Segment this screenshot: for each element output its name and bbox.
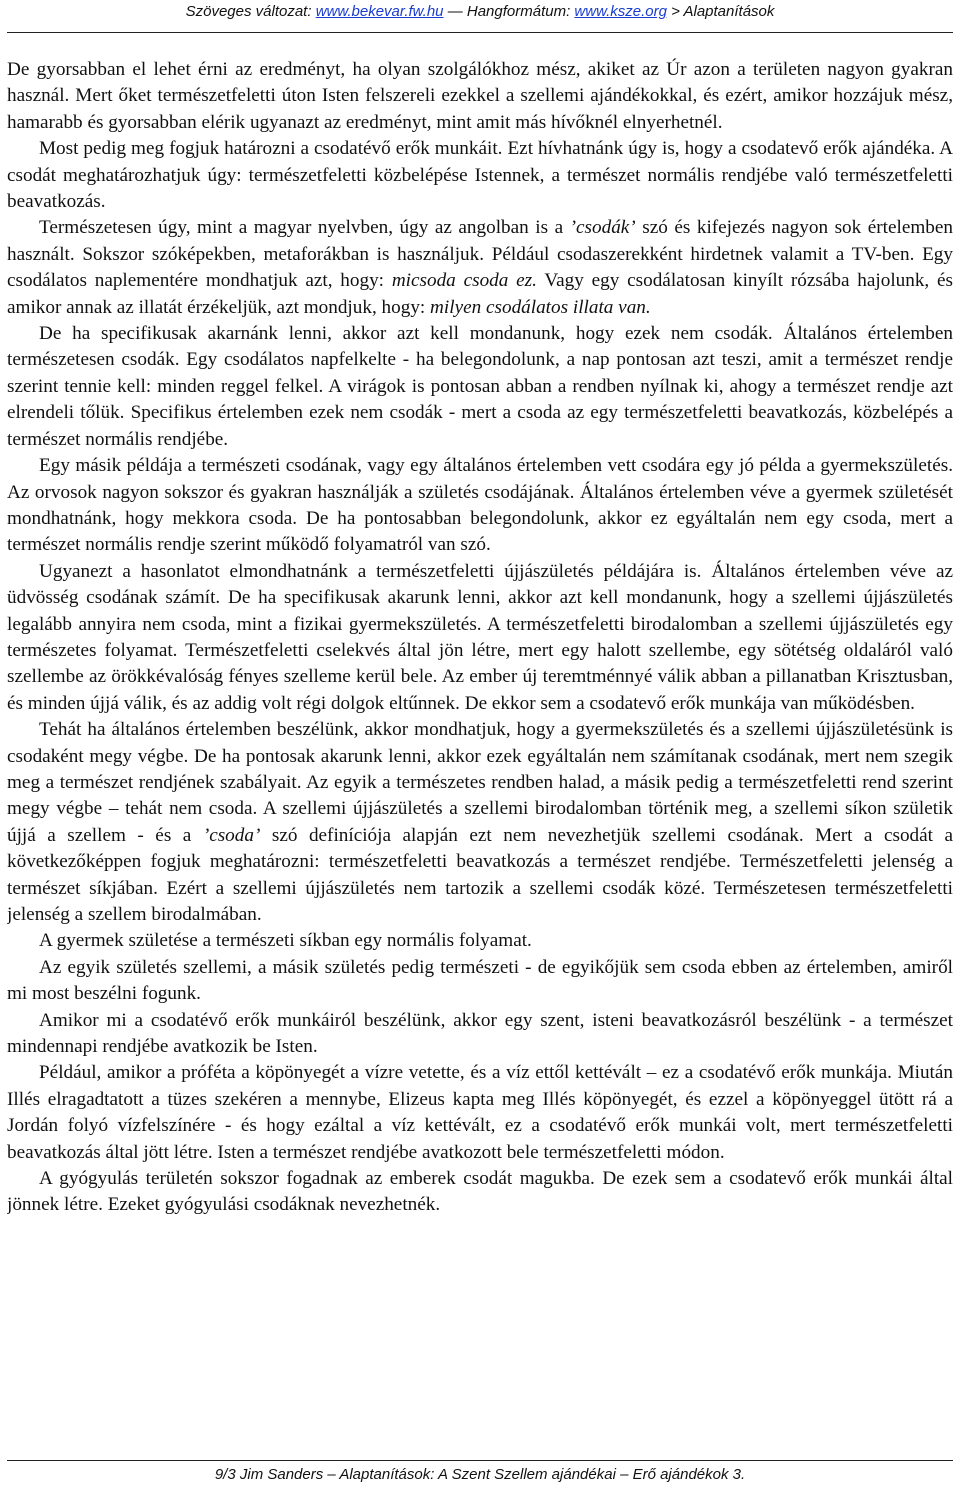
header-link-ksze[interactable]: www.ksze.org bbox=[574, 3, 667, 20]
header-link-bekevar[interactable]: www.bekevar.fw.hu bbox=[315, 3, 444, 20]
paragraph-text: szó definíciója alapján ezt nem nevezhetjük szellemi csodának. Mert a csodát a következőképpen fogjuk meghatározni: természetfeletti beavatkozás a természet rendjébe. Természetfeletti jelenség a természet síkjában. Ezért a szellemi újjászületés nem tartozik a szellemi csodák közé. Természetesen természetfeletti jelenség a szellem birodalmában. bbox=[7, 824, 953, 925]
italic-term: ’csodák’ bbox=[569, 217, 636, 239]
paragraph-text: Tehát ha általános értelemben beszélünk, akkor mondhatjuk, hogy a gyermekszületés és a szellemi újjászületésünk is csodaként megy végbe. De ha pontosak akarunk lenni, akkor ezek egyáltalán nem számítanak csodának, mert nem szegik meg a természet rendjének szabályait. Az egyik a természetes rendben halad, a másik pedig a természetfeletti rend szerint megy végbe – tehát nem csoda. A szellemi újjászületés a szellemi birodalomban történik meg, a szellemi síkon születik újjá a szellem - és a bbox=[7, 719, 953, 846]
footer-divider bbox=[7, 1460, 953, 1461]
paragraph-text: Vagy egy csodálatosan kinyílt rózsába hajolunk, és amikor annak az illatát érzékeljük, azt mondjuk, hogy: bbox=[7, 270, 953, 318]
page-footer: 9/3 Jim Sanders – Alaptanítások: A Szent Szellem ajándékai – Erő ajándékok 3. bbox=[214, 1466, 746, 1483]
paragraph: Az egyik születés szellemi, a másik születés pedig természeti - de egyikőjük sem csoda ebben az értelemben, amiről mi most beszélni fogunk. bbox=[7, 956, 953, 1005]
paragraph: De ha specifikusak akarnánk lenni, akkor azt kell mondanunk, hogy ezek nem csodák. Általános értelemben természetesen csodák. Egy csodálatos napfelkelte - ha belegondolunk, a nap pontosan azt teszi, amit a természet rendje szerint tennie kell: minden reggel felkel. A virágok is pontosan abban a rendben nyílnak ki, ahogy a természet rendje azt elrendeli tőlük. Specifikus értelemben ezek nem csodák - mert a csoda az egy természetfeletti beavatkozás, közbelépés a természet normális rendjébe. bbox=[7, 323, 953, 450]
header-divider bbox=[7, 32, 953, 33]
paragraph-text: szó és kifejezés nagyon sok értelemben használt. Sokszor szóképekben, metaforákban is használjuk. Például csodaszerekként hirdetnek valamit a TV-ben. Egy csodálatos naplementére mondhatjuk azt, hogy: bbox=[7, 217, 953, 292]
paragraph: A gyógyulás területén sokszor fogadnak az emberek csodát magukba. De ezek sem a csodatevő erők munkái által jönnek létre. Ezeket gyógyulási csodáknak nevezhetnék. bbox=[7, 1168, 953, 1216]
paragraph: Például, amikor a próféta a köpönyegét a vízre vetette, és a víz ettől kettévált – ez a csodatévő erők munkája. Miután Illés elragadtatott a tüzes szekéren a mennybe, Elizeus kapta meg Illés köpönyegét, és ezzel a köpönyeggel ütött rá a Jordán folyó vízfelszínére - és hogy ezáltal a víz kettévált, ez a csodatévő erők munkái volt, mert természetfeletti beavatkozás által jött létre. Isten a természet rendjébe avatkozott bele természetfeletti módon. bbox=[7, 1062, 953, 1163]
paragraph bbox=[7, 717, 953, 928]
paragraph: Egy másik példája a természeti csodának, vagy egy általános értelemben vett csodára egy jó példa a gyermekszületés. Az orvosok nagyon sokszor és gyakran használják a születés csodájának. Általános értelemben véve a gyermek születését mondhatnánk, hogy mekkora csoda. De ha pontosabban belegondolunk, akkor ez egyáltalán nem egy csoda, mert a természet normális rendje szerint működő folyamatról van szó. bbox=[7, 455, 953, 556]
paragraph-text: Természetesen úgy, mint a magyar nyelvben, úgy az angolban is a bbox=[39, 217, 570, 239]
paragraph: A gyermek születése a természeti síkban egy normális folyamat. bbox=[39, 930, 532, 952]
paragraph: Amikor mi a csodatévő erők munkáiról beszélünk, akkor egy szent, isteni beavatkozásról beszélünk - a természet mindennapi rendjébe avatkozik be Isten. bbox=[7, 1009, 953, 1058]
italic-phrase: micsoda csoda ez. bbox=[391, 270, 537, 292]
header-middle: — Hangformátum: bbox=[443, 3, 575, 20]
header-suffix: > Alaptanítások bbox=[666, 3, 775, 20]
paragraph bbox=[7, 215, 953, 321]
italic-term: ’csoda’ bbox=[202, 824, 261, 846]
paragraph: De gyorsabban el lehet érni az eredményt, ha olyan szolgálókhoz mész, akiket az Úr azon a területen nagyon gyakran használ. Mert őket természetfeletti úton Isten felszereli ezekkel a szellemi ajándékokkal, és ezért, amikor hozzájuk mész, hamarabb és gyorsabban elérik ugyanazt az eredményt, mint amit más hívőknél elnyerhetnél. bbox=[7, 59, 953, 133]
page-header bbox=[0, 0, 960, 30]
header-prefix: Szöveges változat: bbox=[185, 3, 316, 20]
italic-phrase: milyen csodálatos illata van. bbox=[430, 296, 651, 318]
paragraph: Ugyanezt a hasonlatot elmondhatnánk a természetfeletti újjászületés példájára is. Általános értelemben véve az üdvösség csodának számít. De ha specifikusak akarunk lenni, akkor azt kell mondanunk, hogy a szellemi újjászületés legalább annyira nem csoda, mint a fizikai gyermekszületés. A természetfeletti birodalomban a szellemi újjászületés egy természetes folyamat. Természetfeletti cselekvés által jön létre, mert egy halott szellembe, egy sötétség oldaláról való szellembe az örökkévalóság fényes szelleme kerül bele. Az ember új teremtménnyé válik abban a pillanatban Krisztusban, és minden újjá válik, és az addig volt régi dolgok eltűnnek. De ekkor sem a csodatevő erők munkája van működésben. bbox=[7, 560, 953, 714]
paragraph: Most pedig meg fogjuk határozni a csodatévő erők munkáit. Ezt hívhatnánk úgy is, hogy a csodatevő erők ajándéka. A csodát meghatározhatjuk úgy: természetfeletti közbelépése Istennek, a természet normális rendjébe való természetfeletti beavatkozás. bbox=[7, 138, 953, 213]
document-body bbox=[7, 57, 953, 1441]
